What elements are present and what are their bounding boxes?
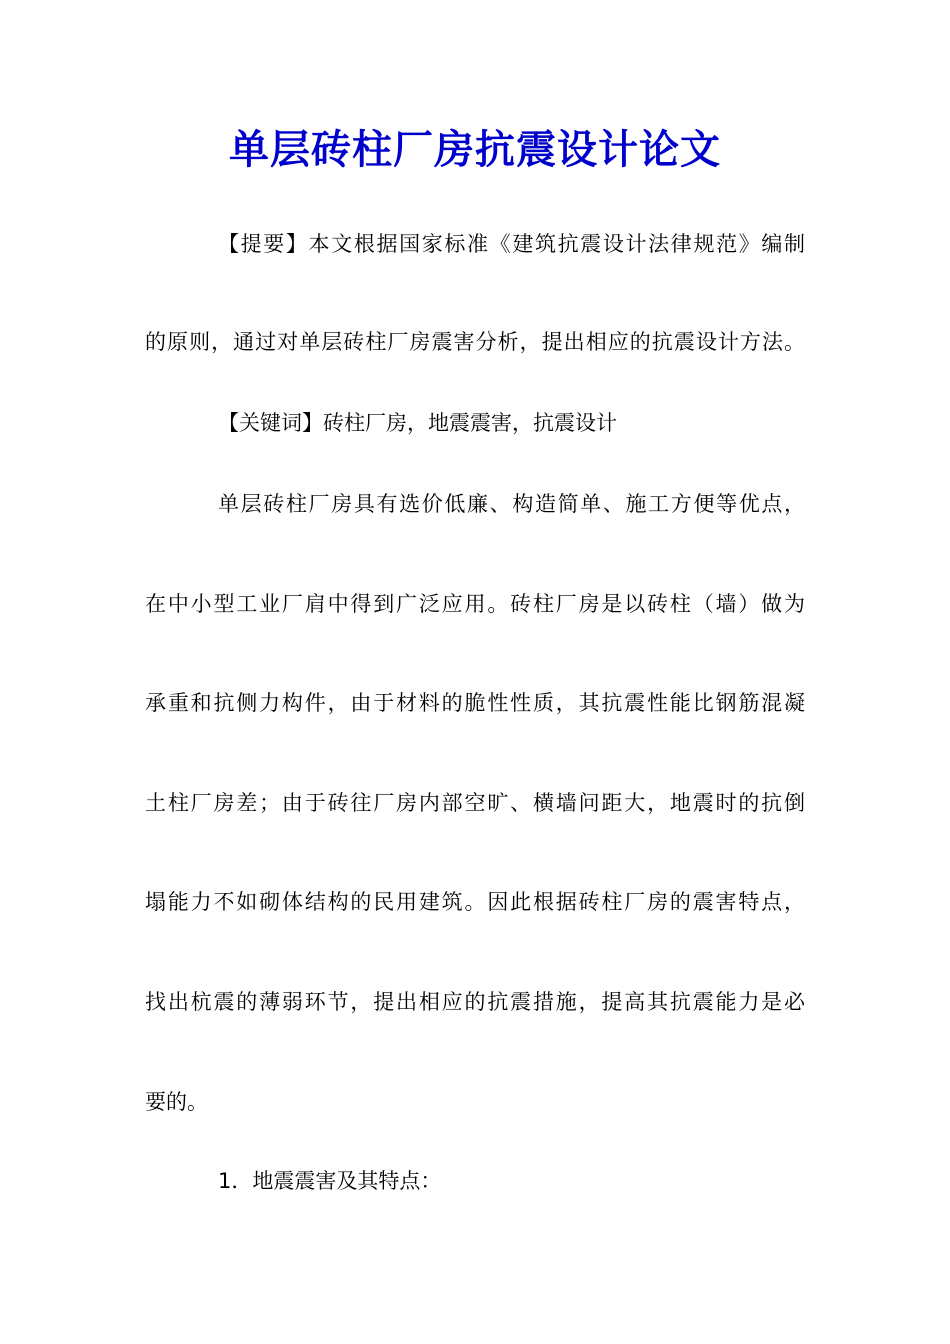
abstract-line-2: 的原则，通过对单层砖柱厂房震害分析，提出相应的抗震设计方法。 xyxy=(145,330,805,354)
body-line-3: 承重和抗侧力构件，由于材料的脆性性质，其抗震性能比钢筋混凝 xyxy=(145,691,805,715)
section-heading: 1．地震震害及其特点： xyxy=(218,1169,442,1193)
keywords-line: 【关键词】砖柱厂房，地震震害，抗震设计 xyxy=(218,411,617,435)
body-line-1: 单层砖柱厂房具有选价低廉、构造简单、施工方便等优点， xyxy=(218,492,805,516)
abstract-line-1: 【提要】本文根据国家标准《建筑抗震设计法律规范》编制 xyxy=(218,232,805,256)
document-title: 单层砖柱厂房抗震设计论文 xyxy=(229,126,721,173)
body-line-7: 要的。 xyxy=(145,1090,208,1114)
body-line-4: 土柱厂房差；由于砖往厂房内部空旷、横墙问距大，地震时的抗倒 xyxy=(145,791,805,815)
body-line-6: 找出杭震的薄弱环节，提出相应的抗震措施，提高其抗震能力是必 xyxy=(145,990,805,1014)
body-line-2: 在中小型工业厂肩中得到广泛应用。砖柱厂房是以砖柱（墙）做为 xyxy=(145,592,805,616)
body-line-5: 塌能力不如砌体结构的民用建筑。因此根据砖柱厂房的震害特点， xyxy=(145,890,805,914)
